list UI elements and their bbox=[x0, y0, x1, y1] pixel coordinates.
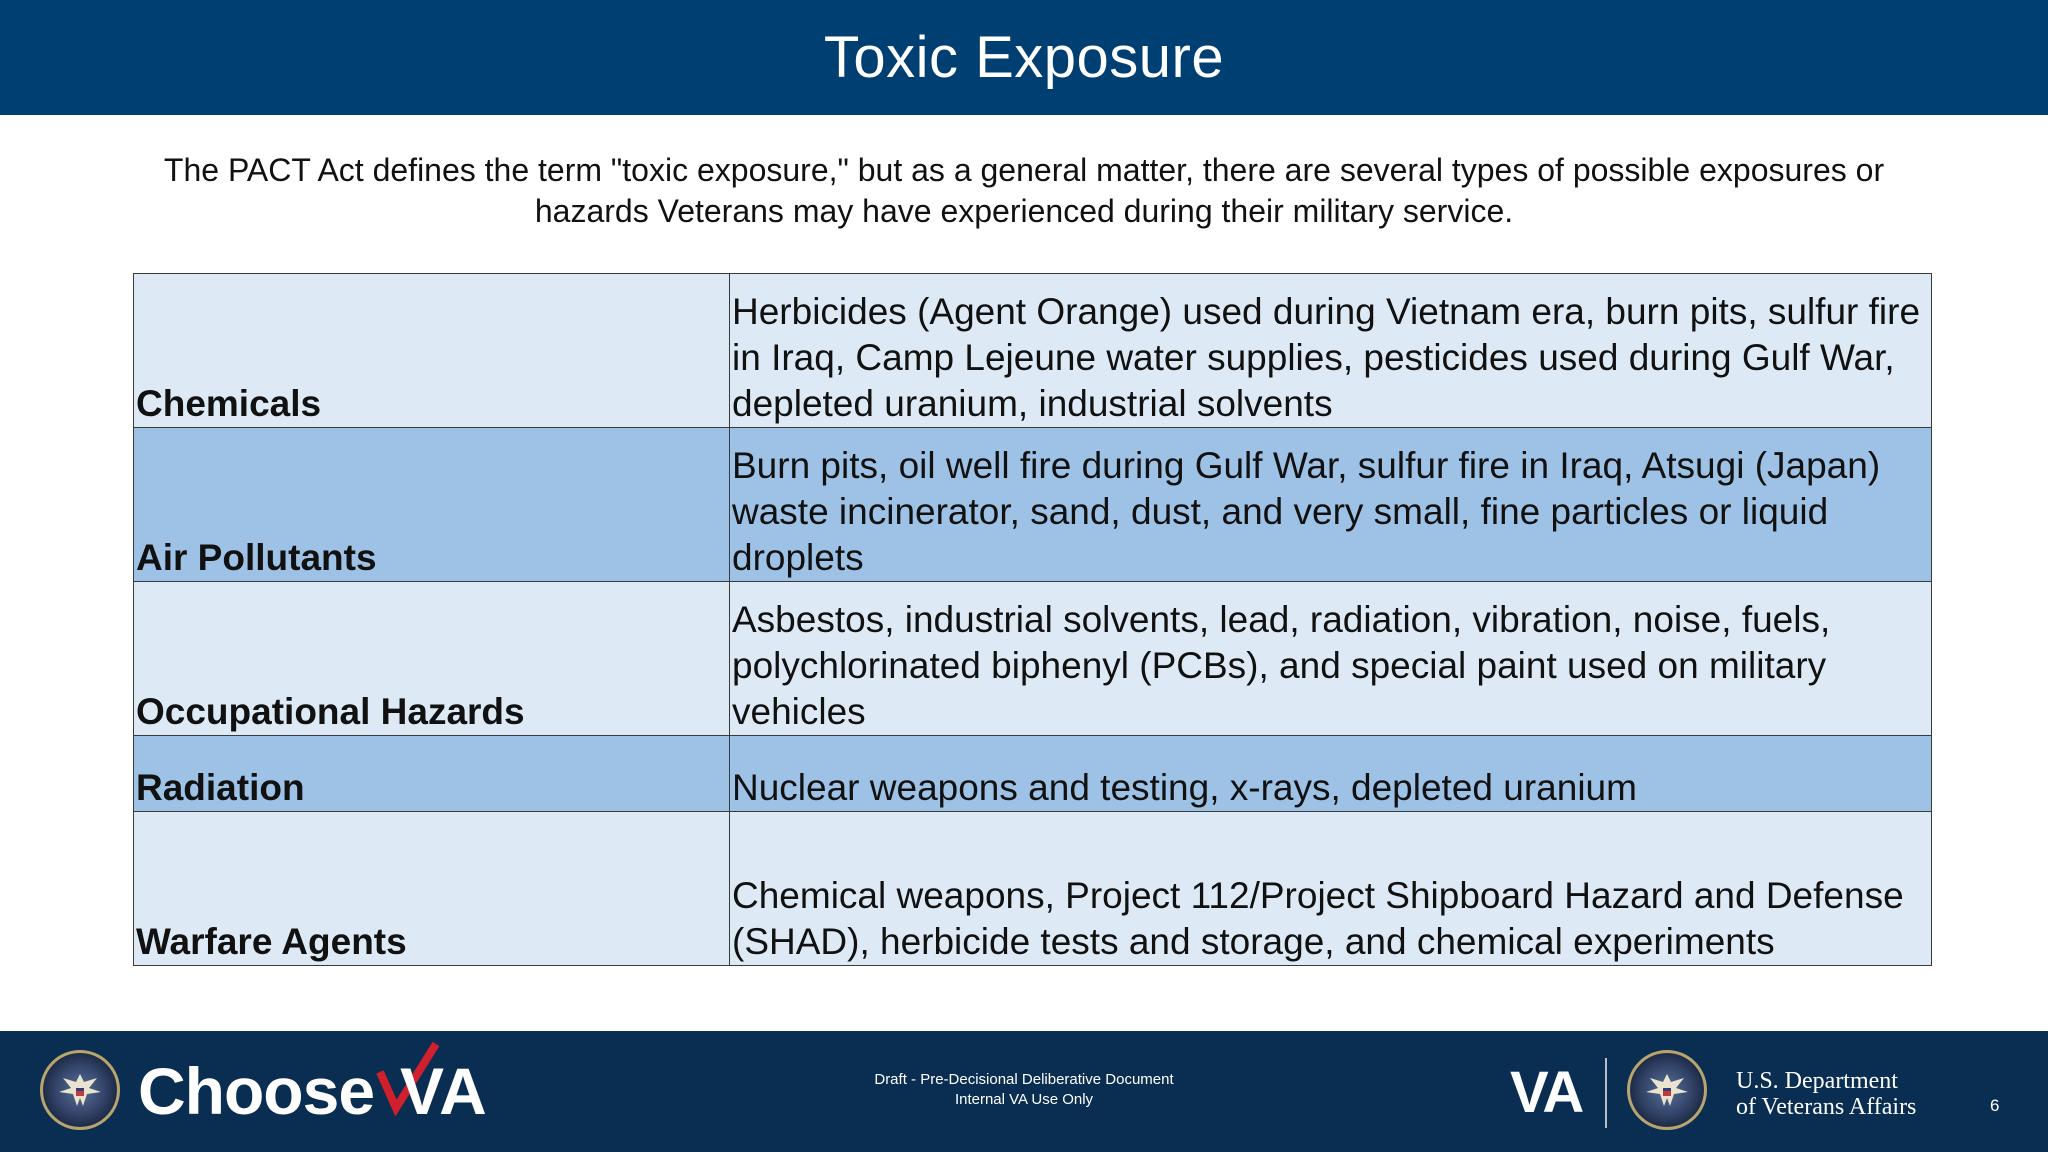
va-seal-icon bbox=[40, 1050, 120, 1130]
row-description: Herbicides (Agent Orange) used during Vietnam era, burn pits, sulfur fire in Iraq, Camp Lejeune water supplies, pesticides used during Gulf War, depleted uranium, industrial solvents bbox=[730, 274, 1932, 428]
table-row bbox=[134, 582, 1932, 736]
table-row bbox=[134, 428, 1932, 582]
eagle-icon bbox=[57, 1070, 103, 1110]
intro-line-2: hazards Veterans may have experienced during their military service. bbox=[534, 193, 1514, 229]
row-category: Radiation bbox=[134, 736, 730, 812]
va-logo-mark: VA bbox=[1510, 1060, 1583, 1125]
exposure-types-table bbox=[133, 273, 1932, 966]
draft-line-1: Draft - Pre-Decisional Deliberative Document bbox=[874, 1071, 1174, 1088]
row-description: Nuclear weapons and testing, x-rays, depleted uranium bbox=[730, 736, 1932, 812]
row-category: Air Pollutants bbox=[134, 428, 730, 582]
row-category: Occupational Hazards bbox=[134, 582, 730, 736]
choose-va-letters: VA bbox=[400, 1054, 487, 1128]
title-bar bbox=[0, 0, 2048, 115]
row-category: Chemicals bbox=[134, 274, 730, 428]
table-row bbox=[134, 812, 1932, 966]
row-description: Asbestos, industrial solvents, lead, radiation, vibration, noise, fuels, polychlorinated biphenyl (PCBs), and special paint used on military vehicles bbox=[730, 582, 1932, 736]
draft-notice bbox=[774, 1070, 1274, 1110]
row-category: Warfare Agents bbox=[134, 812, 730, 966]
row-description: Chemical weapons, Project 112/Project Shipboard Hazard and Defense (SHAD), herbicide tests and storage, and chemical experiments bbox=[730, 812, 1932, 966]
department-line-2: of Veterans Affairs bbox=[1736, 1094, 1917, 1120]
table-row bbox=[134, 274, 1932, 428]
logo-divider bbox=[1605, 1058, 1607, 1128]
department-line-1: U.S. Department bbox=[1736, 1068, 1898, 1094]
department-name bbox=[1736, 1068, 1916, 1120]
choose-va-logo bbox=[138, 1056, 487, 1126]
choose-va-mark bbox=[380, 1056, 487, 1126]
table-row bbox=[134, 736, 1932, 812]
department-seal-icon bbox=[1627, 1050, 1707, 1130]
row-description: Burn pits, oil well fire during Gulf War, sulfur fire in Iraq, Atsugi (Japan) waste incinerator, sand, dust, and very small, fine particles or liquid droplets bbox=[730, 428, 1932, 582]
slide-title: Toxic Exposure bbox=[823, 25, 1225, 90]
draft-line-2: Internal VA Use Only bbox=[954, 1091, 1094, 1108]
eagle-icon bbox=[1644, 1070, 1690, 1110]
intro-paragraph bbox=[100, 150, 1948, 232]
page-number: 6 bbox=[1990, 1096, 2000, 1115]
choose-wordmark: Choose bbox=[138, 1054, 375, 1128]
intro-line-1: The PACT Act defines the term "toxic exposure," but as a general matter, there are several types of possible exposures or bbox=[163, 152, 1885, 188]
